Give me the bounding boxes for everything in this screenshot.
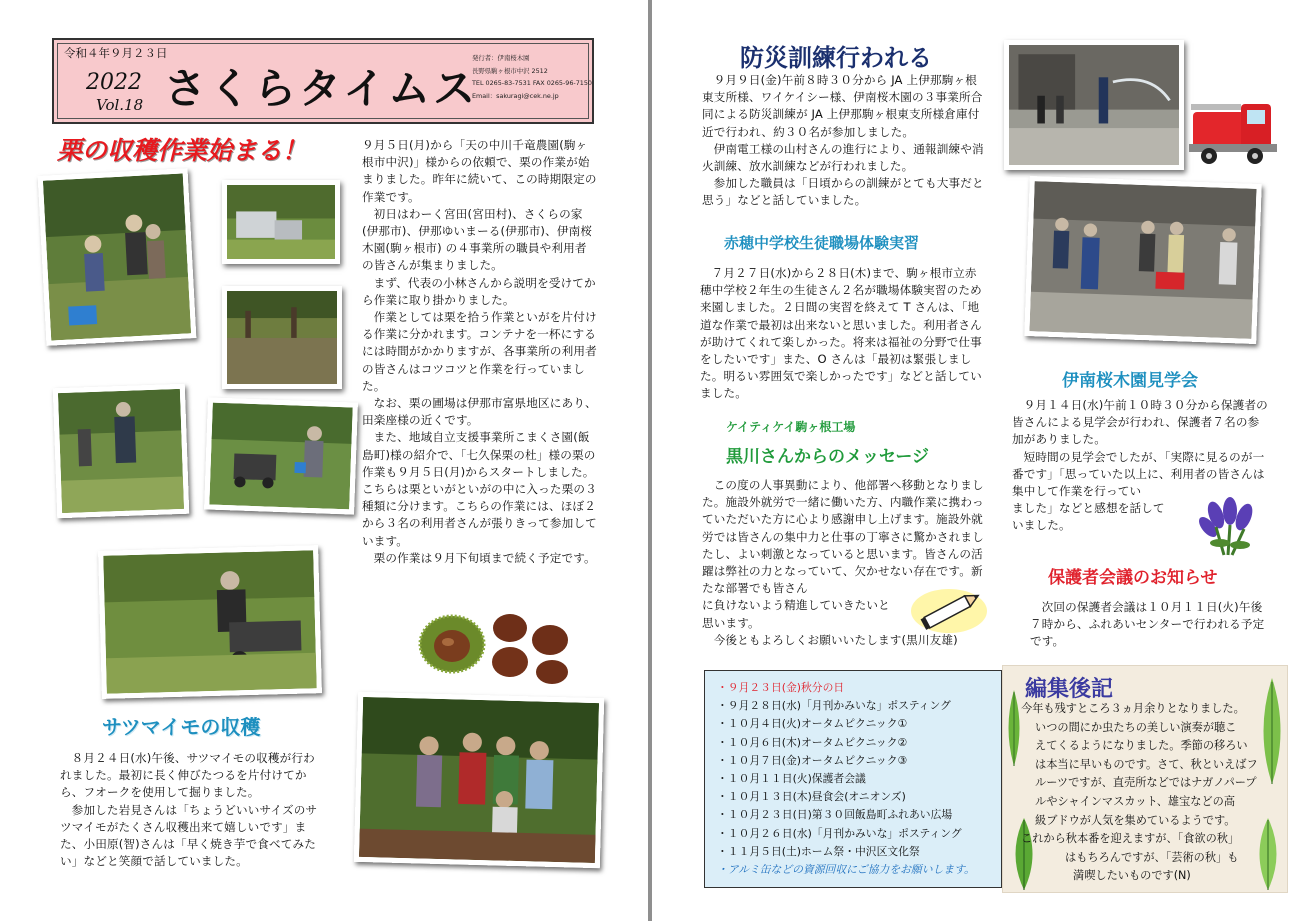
issue-volume: Vol.18 bbox=[96, 96, 144, 114]
drill-photo-water bbox=[1004, 40, 1184, 170]
editor-note-heading: 編集後記 bbox=[1025, 677, 1114, 702]
message-heading: 黒川さんからのメッセージ bbox=[726, 447, 929, 467]
tour-para-4: いました。 bbox=[1012, 518, 1071, 533]
tour-para-1: ９月１４日(水)午前１０時３０分から保護者の皆さんによる見学会が行われ、保護者７名の参加がありました。 bbox=[1012, 398, 1268, 447]
schedule-item: ・９月２３日(金)秋分の日 bbox=[717, 681, 845, 694]
publisher-info bbox=[472, 52, 592, 102]
editor-line: ルーツですが、直売所などではナガノパープ bbox=[1035, 776, 1257, 790]
issue-year: 2022 bbox=[86, 70, 142, 95]
meeting-heading: 保護者会議のお知らせ bbox=[1048, 568, 1218, 588]
sweet-potato-para-2: 参加した岩見さんは「ちょうどいいサイズのサツマイモがたくさん収穫出来て嬉しいです」また、小田原(智)さんは「早く焼き芋で食べてみたい」などと笑顔で話していました。 bbox=[60, 802, 318, 869]
chestnuts-illustration bbox=[412, 606, 582, 686]
schedule-item: ・１０月７日(金)オータムピクニック③ bbox=[717, 753, 908, 767]
sweet-potato-heading: サツマイモの収穫 bbox=[102, 715, 261, 739]
pencil-icon bbox=[910, 588, 988, 634]
editor-note-box bbox=[1002, 665, 1288, 893]
meeting-article bbox=[1030, 599, 1270, 651]
fire-truck-illustration bbox=[1185, 92, 1281, 172]
schedule-item: ・１０月４日(火)オータムピクニック① bbox=[717, 717, 908, 731]
recycling-note: ・アルミ缶などの資源回収にご協力をお願いします。 bbox=[717, 863, 975, 877]
newsletter-title: さくらタイムス bbox=[164, 64, 479, 113]
chestnut-para-2: 初日はわーく宮田(宮田村)、さくらの家(伊那市)、伊那ゆいまーる(伊那市)、伊南桜木園(駒ヶ根市) の４事業所の職員や利用者の皆さんが集まりました。 bbox=[362, 206, 593, 273]
drill-para-3: 参加した職員は「日頃からの訓練がとても大事だと思う」などと話していました。 bbox=[702, 176, 984, 208]
chestnut-para-7: 栗の作業は９月下旬頃まで続く予定です。 bbox=[373, 550, 596, 565]
editor-line: 級ブドウが人気を集めているようです。 bbox=[1035, 813, 1236, 827]
message-para-4: 今後ともよろしくお願いいたします(黒川友雄) bbox=[713, 632, 958, 647]
schedule-box bbox=[704, 670, 1002, 888]
editor-line: は本当に早いものです。さて、秋といえばフ bbox=[1035, 757, 1258, 771]
schedule-item: ・１０月２６日(水)「月刊かみいな」ポスティング bbox=[717, 826, 962, 840]
chestnut-para-1: ９月５日(月)から「天の中川千竜農園(駒ヶ根市中沢)」様からの依頼で、栗の作業が始まりました。昨年に続いて、この時期限定の作業です。 bbox=[362, 138, 597, 204]
chestnut-para-5: なお、栗の圃場は伊那市富県地区にあり、田楽座様の近くです。 bbox=[362, 396, 597, 428]
workplace-article bbox=[700, 265, 982, 403]
publisher-address: 長野県駒ヶ根市中沢 2512 bbox=[472, 66, 548, 75]
chestnut-photo-wheelbarrow bbox=[98, 545, 322, 699]
schedule-item: ・１０月１１日(火)保護者会議 bbox=[717, 772, 866, 786]
chestnut-photo-picking bbox=[53, 384, 189, 519]
editor-line: えてくるようになりました。季節の移ろい bbox=[1035, 739, 1248, 753]
sweet-potato-para-1: ８月２４日(水)午後、サツマイモの収穫が行われました。最初に長く伸びたつるを片付けてから、フオークを使用して掘りました。 bbox=[60, 751, 315, 800]
publisher-tel-fax: TEL 0265-83-7531 FAX 0265-96-7150 bbox=[472, 79, 592, 87]
tour-para-3: ました」などと感想を話して bbox=[1012, 501, 1165, 516]
schedule-item: ・１０月２３日(日)第３０回飯島町ふれあい広場 bbox=[717, 808, 953, 822]
editor-line: いつの間にか虫たちの美しい演奏が聴こ bbox=[1035, 720, 1237, 734]
message-subheading: ケイティケイ駒ヶ根工場 bbox=[726, 420, 856, 434]
chestnut-heading: 栗の収穫作業始まる！ bbox=[57, 136, 308, 165]
workplace-heading: 赤穂中学校生徒職場体験実習 bbox=[724, 234, 920, 252]
message-para-3: 思います。 bbox=[702, 615, 760, 630]
editor-line: ルやシャインマスカット、雄宝などの高 bbox=[1035, 794, 1236, 808]
right-page bbox=[652, 0, 1299, 921]
schedule-item: ・１０月６日(木)オータムピクニック② bbox=[717, 735, 908, 749]
chestnut-photo-cart bbox=[204, 397, 358, 514]
drill-para-2: 伊南電工様の山村さんの進行により、通報訓練や消火訓練、放水訓練などが行われました。 bbox=[702, 141, 984, 174]
chestnut-photo-orchard bbox=[222, 286, 342, 389]
tour-heading: 伊南桜木園見学会 bbox=[1062, 371, 1198, 391]
editor-line: 満喫したいものです(N) bbox=[1073, 869, 1191, 883]
drill-heading: 防災訓練行われる bbox=[740, 44, 932, 72]
sweet-potato-article bbox=[60, 750, 322, 870]
drill-article bbox=[702, 72, 984, 210]
editor-note-text bbox=[1021, 700, 1277, 886]
chestnut-photo-group bbox=[38, 168, 197, 346]
issue-date: 令和４年９月２３日 bbox=[64, 46, 168, 60]
schedule-item: ・１１月５日(土)ホーム祭・中沢区文化祭 bbox=[717, 844, 920, 858]
editor-line: はもちろんですが、「芸術の秋」も bbox=[1065, 850, 1239, 864]
schedule-item: ・９月２８日(水)「月刊かみいな」ポスティング bbox=[717, 699, 951, 713]
message-para-2: に負けないよう精進していきたいと bbox=[702, 598, 890, 613]
sweet-potato-photo bbox=[354, 692, 604, 868]
flower-illustration bbox=[1190, 495, 1264, 557]
tour-para-2: 短時間の見学会でしたが、「実際に見るのが一番です」「思っていた以上に、利用者の皆さんは集中して作業を行ってい bbox=[1012, 449, 1265, 499]
editor-line: 今年も残すところ３ヵ月余りとなりました。 bbox=[1021, 702, 1245, 715]
message-para-1: この度の人事異動により、他部署へ移動となりました。施設外就労で一緒に働いた方、内職作業に携わっていただいた方に心より感謝申し上げます。施設外就労では皆さんの集中力と仕事の丁寧さに驚かされましたし、よい刺激となっていると思います。皆さんの活躍は弊社の力となっていて、欠かせない存在です。新たな部署でも皆さん bbox=[702, 478, 984, 596]
chestnut-para-6: また、地域自立支援事業所こまくさ園(飯島町)様の紹介で、「七久保栗の杜」様の栗の作業も９月５日(月)からスタートしました。こちらは栗といがといがの中に入った栗の３種類に分けます。こちらの作業には、ほぼ２から３名の利用者さんが張りきって参加しています。 bbox=[362, 430, 597, 548]
chestnut-para-3: まず、代表の小林さんから説明を受けてから作業に取り掛かりました。 bbox=[362, 275, 596, 307]
editor-line: これから秋本番を迎えますが、「食欲の秋」 bbox=[1021, 832, 1240, 846]
masthead bbox=[52, 38, 594, 124]
chestnut-photo-farm-shed bbox=[222, 180, 340, 264]
chestnut-article bbox=[362, 137, 598, 567]
schedule-list bbox=[717, 679, 1001, 861]
drill-photo-group bbox=[1024, 176, 1261, 344]
schedule-item: ・１０月１３日(木)昼食会(オニオンズ) bbox=[717, 790, 906, 804]
left-page bbox=[0, 0, 648, 921]
meeting-para-1: 次回の保護者会議は１０月１１日(火)午後７時から、ふれあいセンターで行われる予定です。 bbox=[1030, 600, 1265, 649]
chestnut-para-4: 作業としては栗を拾う作業といがを片付ける作業に分かれます。コンテナを一杯にするには時間がかかりますが、各事業所の利用者の皆さんはコツコツと作業を行っていました。 bbox=[362, 310, 597, 393]
publisher-name: 発行者：伊南桜木園 bbox=[472, 54, 530, 62]
publisher-email: Email：sakuragi@cek.ne.jp bbox=[472, 91, 559, 100]
workplace-para-1: ７月２７日(水)から２８日(木)まで、駒ヶ根市立赤穂中学校２年生の生徒さん２名が職場体験実習のため来園しました。２日間の実習を終えて T さんは、「地道な作業で最初は出来ないと思いました。利用者さんが助けてくれて楽しかった。将来は福祉の分野で仕事をしたいです」また、O さんは「最初は緊張しました。明るい雰囲気で楽しかったです」などと話していました。 bbox=[700, 266, 982, 401]
drill-para-1: ９月９日(金)午前８時３０分から JA 上伊那駒ヶ根東支所様、ワイケイシー様、伊南桜木園の３事業所合同による防災訓練が JA 上伊那駒ヶ根東支所様倉庫付近で行われ、約３０名が参加しました。 bbox=[702, 73, 983, 139]
